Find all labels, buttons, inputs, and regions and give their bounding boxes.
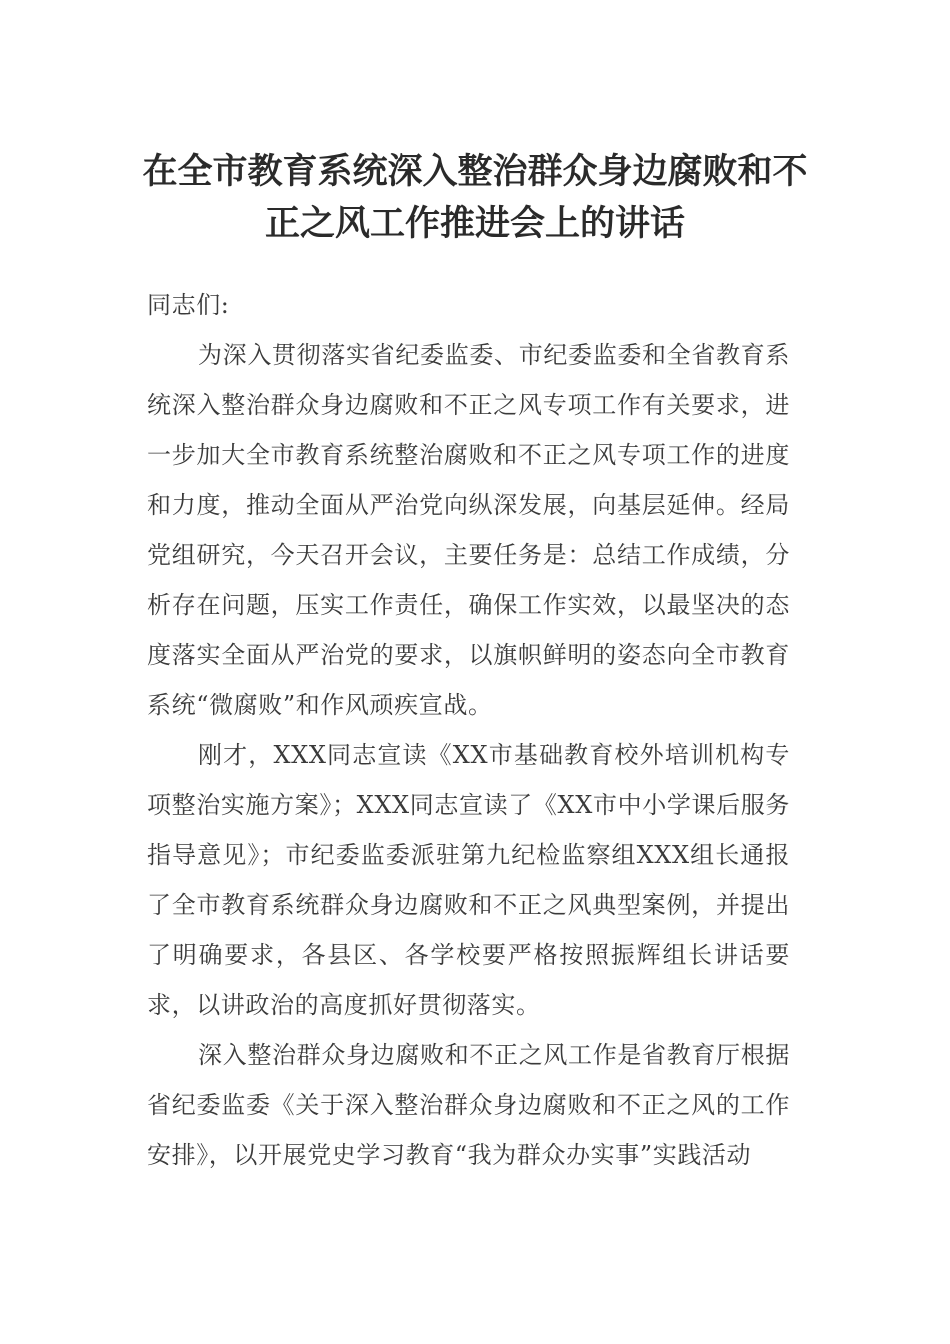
paragraph: 深入整治群众身边腐败和不正之风工作是省教育厅根据省纪委监委《关于深入整治群众身边腐败和不正之风的工作安排》，以开展党史学习教育“我为群众办实事”实践活动 — [147, 1041, 790, 1169]
document-body — [147, 280, 790, 1180]
paragraph: 为深入贯彻落实省纪委监委、市纪委监委和全省教育系统深入整治群众身边腐败和不正之风专项工作有关要求，进一步加大全市教育系统整治腐败和不正之风专项工作的进度和力度，推动全面从严治党向纵深发展，向基层延伸。经局党组研究，今天召开会议，主要任务是：总结工作成绩，分析存在问题，压实工作责任，确保工作实效，以最坚决的态度落实全面从严治党的要求，以旗帜鲜明的姿态向全市教育系统“微腐败”和作风顽疾宣战。 — [147, 341, 790, 719]
document-title: 在全市教育系统深入整治群众身边腐败和不正之风工作推进会上的讲话 — [142, 151, 808, 244]
salutation: 同志们: — [147, 291, 230, 319]
paragraph: 刚才，XXX同志宣读《XX市基础教育校外培训机构专项整治实施方案》；XXX同志宣读了《XX市中小学课后服务指导意见》；市纪委监委派驻第九纪检监察组XXX组长通报了全市教育系统群众身边腐败和不正之风典型案例，并提出了明确要求，各县区、各学校要严格按照振辉组长讲话要求，以讲政治的高度抓好贯彻落实。 — [147, 741, 790, 1019]
